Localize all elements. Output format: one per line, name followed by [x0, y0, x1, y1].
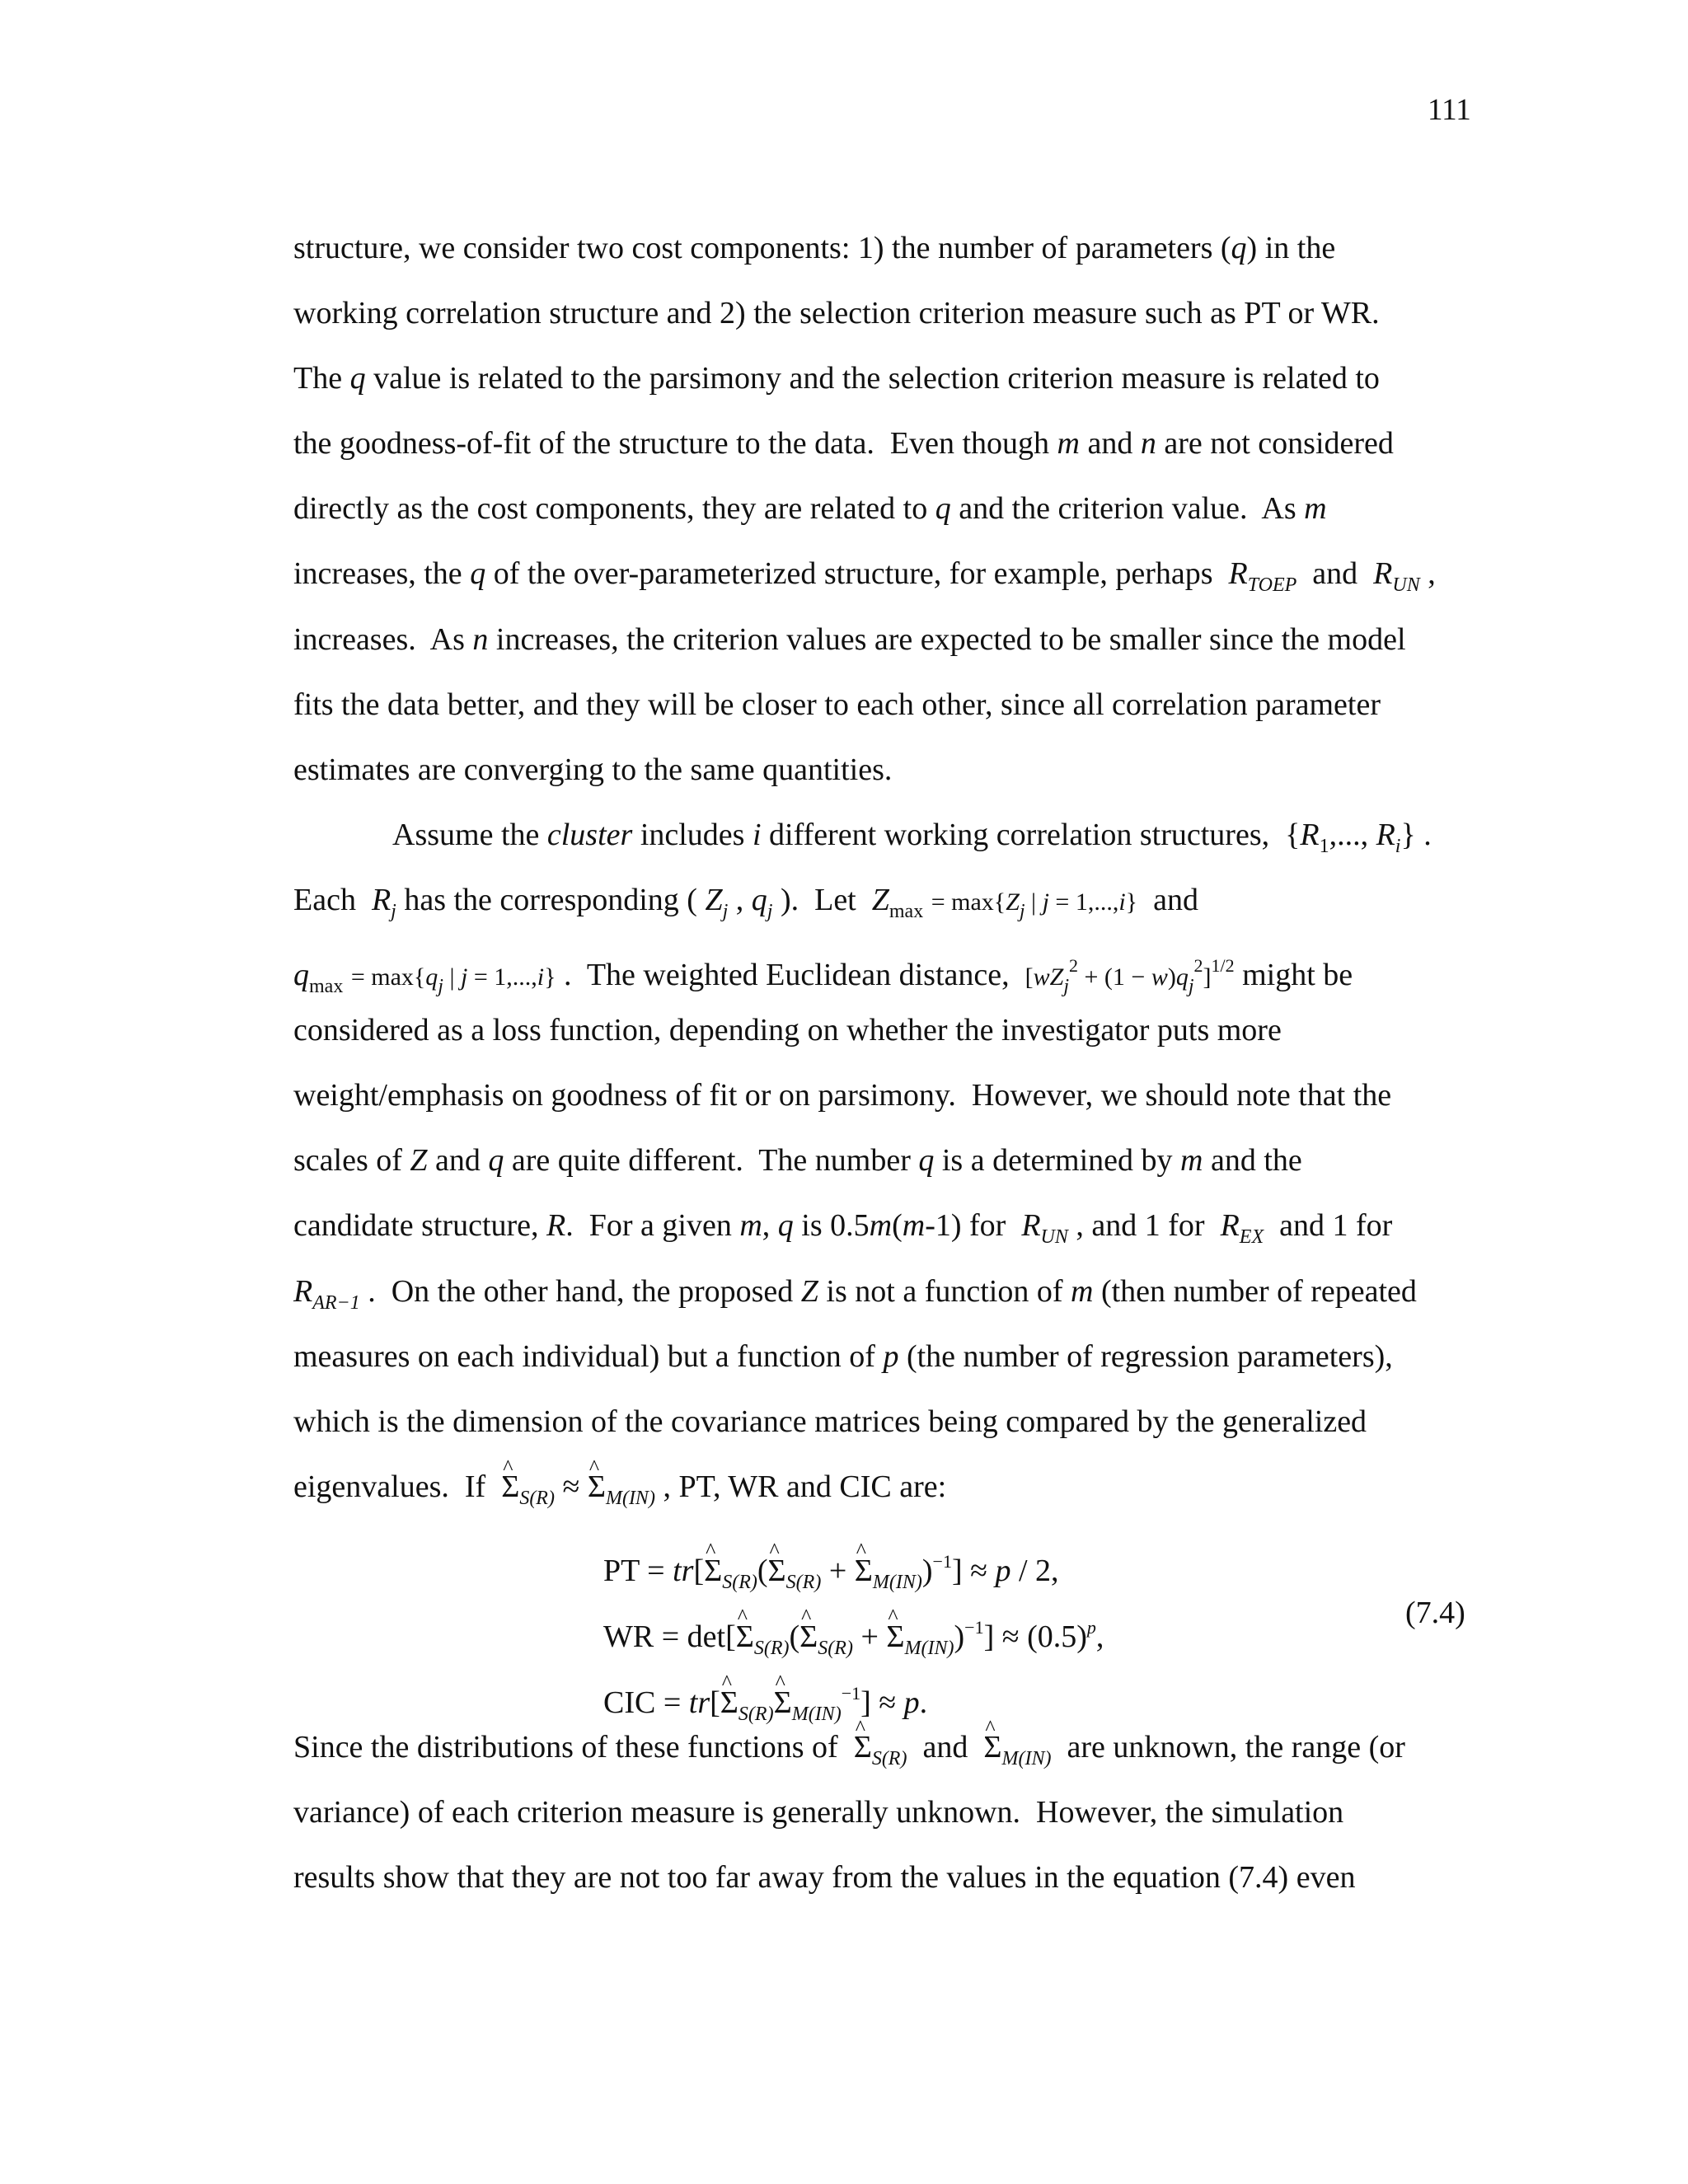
text-line: increases. As n increases, the criterion values are expected to be smaller since the model — [293, 621, 1406, 657]
text-line: directly as the cost components, they are related to q and the criterion value. As m — [293, 491, 1327, 527]
page-number: 111 — [1428, 93, 1471, 127]
text-line: which is the dimension of the covariance matrices being compared by the generalized — [293, 1404, 1367, 1439]
text-line: weight/emphasis on goodness of fit or on parsimony. However, we should note that the — [293, 1078, 1392, 1113]
text-line: increases, the q of the over-parameterized structure, for example, perhaps $R_{TOEP}$ and $R_{UN}$ , — [293, 556, 1436, 597]
text-line: fits the data better, and they will be closer to each other, since all correlation parameter — [293, 687, 1381, 722]
equation-wr: WR = det[^ $\Sigma_{S(R)}(\^{}$ $\Sigma_{S(R)}$ + ^ $\Sigma_{M(IN)})^{-1}] \approx (0.5)^p$, — [603, 1595, 1104, 1661]
text-line: estimates are converging to the same quantities. — [293, 752, 893, 787]
text-line: results show that they are not too far away from the values in the equation (7.4) even — [293, 1860, 1356, 1896]
text-line: candidate structure, R. For a given m, q is 0.5m(m-1) for $R_{UN}$ , and 1 for $R_{EX}$ and 1 for — [293, 1208, 1393, 1249]
text-line: the goodness-of-fit of the structure to the data. Even though m and n are not considered — [293, 426, 1394, 462]
text-line: $q_{max} = \max\{q_j$ | j = 1,...,i} . The weighted Euclidean distance, $[wZ_j^2 + (1 - w)q_j^2]^{1/2}$ might be — [293, 955, 1353, 998]
text-line: considered as a loss function, depending on whether the investigator puts more — [293, 1013, 1282, 1048]
equation-cic: CIC = tr[^ $\Sigma_{S(R)}\^{}$ $\Sigma_{M(IN)}^{-1}] \approx p$. — [603, 1661, 1104, 1727]
equation-pt: PT = tr[^ $\Sigma_{S(R)}(\^{}$ $\Sigma_{S(R)}$ + ^ $\Sigma_{M(IN)})^{-1}] \approx p / 2$, — [603, 1529, 1104, 1595]
equation-number: (7.4) — [1405, 1596, 1465, 1630]
text-line: measures on each individual) but a function of p (the number of regression parameters), — [293, 1338, 1393, 1374]
text-line: eigenvalues. If ^ $\Sigma_{S(R)}$ ≈ ^ $\Sigma_{M(IN)}$ , PT, WR and CIC are: — [293, 1455, 1464, 1520]
text-line: Assume the cluster includes i different working correlation structures, {$R_1$,..., $R_i$} . — [392, 817, 1432, 857]
text-line: The q value is related to the parsimony and the selection criterion measure is related to — [293, 361, 1380, 396]
text-line: structure, we consider two cost components: 1) the number of parameters (q) in the — [293, 231, 1336, 265]
text-line: $R_{AR-1}$ . On the other hand, the proposed Z is not a function of m (then number of repeated — [293, 1273, 1417, 1314]
text-line: scales of Z and q are quite different. The number q is a determined by m and the — [293, 1143, 1302, 1179]
text-line: variance) of each criterion measure is generally unknown. However, the simulation — [293, 1795, 1344, 1830]
text-line: Since the distributions of these functions of ^ $\Sigma_{S(R)}$ and ^ $\Sigma_{M(IN)}$ are unknown, the range (or — [293, 1715, 1464, 1780]
equation-block — [603, 1529, 1104, 1727]
text-line: Each $R_j$ has the corresponding ( $Z_j$ , $q_j$ ). Let $Z_{max} = \max\{Z_j$ | j = 1,...,i} and — [293, 882, 1198, 922]
text-line: working correlation structure and 2) the selection criterion measure such as PT or WR. — [293, 296, 1380, 331]
